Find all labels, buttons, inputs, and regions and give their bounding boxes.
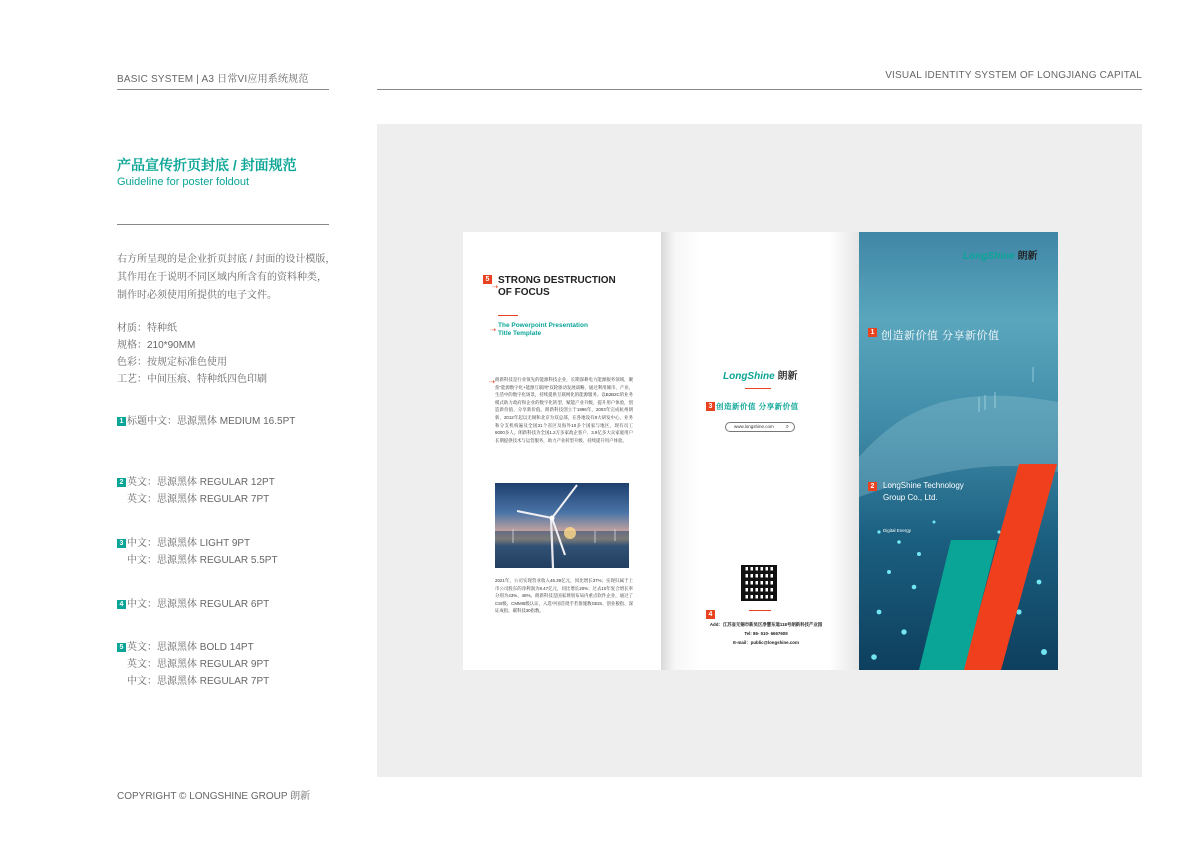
spec-number-badge: 3 — [117, 539, 126, 548]
cover-artwork — [859, 232, 1058, 670]
spec-text: 中文：思源黑体 REGULAR 7PT — [127, 676, 270, 687]
callout-badge-3: 3 — [706, 402, 715, 411]
header-right: VISUAL IDENTITY SYSTEM OF LONGJIANG CAPITAL — [885, 70, 1142, 81]
panel-body-text: 朗新科技是行业领先的能源科技企业，长期深耕电力能源服务领域，聚焦"能源数字化+能源互联网"双轮驱动发展战略，通过利用城市、产业、生活中的数字化场景，持续提供互联网化的能源服务。以B2B2C的业务模式助力政府和企业的数字化转型，赋能产业升级，提升用户体验，创造新价值、分享新价值。朗新科技创立于1996年，2003年完成杭州朗新，2012年起以无锡和北京为双总部，在各地设有8大研发中心，业务和分支机构遍及全国31个省区及海外10多个国家与地区，现有员工6000多人。朗新科技为全国1.2万多家政企客户、3.9亿多大众家庭用户长期提供技术与运营服务，助力产业转型升级、持续提升用户体验。 — [495, 377, 633, 443]
panel-subtitle — [498, 322, 588, 338]
callout-badge-5: 5 — [483, 275, 492, 284]
spec-text: 英文：思源黑体 REGULAR 12PT — [127, 477, 275, 488]
cover-slogan: 创造新价值 分享新价值 — [881, 330, 1000, 342]
description — [117, 251, 337, 305]
spec-text: 英文：思源黑体 BOLD 14PT — [127, 642, 254, 653]
callout-arrow-icon: ⇢ — [490, 327, 496, 334]
wind-turbine-icon — [495, 483, 629, 568]
spec-number-badge: 5 — [117, 643, 126, 652]
brand-logo — [723, 367, 797, 382]
spec-line: 规格：210*90MM — [117, 340, 196, 351]
description-line: 其作用在于说明不同区域内所含有的资料种类， — [117, 272, 327, 283]
spec-row — [117, 474, 275, 491]
panel-rule — [749, 610, 771, 611]
spec-line: 材质：特种纸 — [117, 323, 177, 334]
spec-row — [117, 673, 269, 690]
contact-address: Add：江苏省无锡市新吴区净慧东道118号朗新科技产业园 — [709, 622, 823, 627]
logo-text-en: LongShine — [963, 251, 1015, 262]
company-name-line: Group Co., Ltd. — [883, 493, 938, 502]
callout-badge-1: 1 — [868, 328, 877, 337]
spec-text: 英文：思源黑体 REGULAR 7PT — [127, 494, 270, 505]
website-search-box — [725, 422, 795, 432]
description-line: 制作时必须使用所提供的电子文件。 — [117, 290, 277, 301]
section-title-cn: 产品宣传折页封底 / 封面规范 — [117, 157, 297, 173]
wind-turbine-photo — [495, 483, 629, 568]
heading-line: OF FOCUS — [498, 287, 550, 298]
panel-body-text-2: 2021年，公司实现营业收入46.39亿元，同比增长37%；实现归属于上市公司股东的净利润为8.47亿元，同比增长20%；过去10年复合增长率分别为43%、48%。朗新科技是国家规划布局内重点软件企业，通过了CSI级、CMMI5级认证，入选中国首批手若推施数GEIS、创业板指、深证成指、碳科技30指数。 — [495, 578, 633, 614]
spec-number-badge: 4 — [117, 600, 126, 609]
company-name — [883, 480, 964, 504]
spec-text: 中文：思源黑体 REGULAR 5.5PT — [127, 555, 278, 566]
logo-text-en: LongShine — [723, 371, 775, 382]
spec-row — [117, 639, 269, 656]
spec-group-5 — [117, 639, 269, 690]
cover-tagline: Digital Energy — [883, 528, 912, 533]
subtitle-line: The Powerpoint Presentation — [498, 322, 588, 329]
spec-group-1 — [117, 413, 295, 430]
spec-text: 中文：思源黑体 LIGHT 9PT — [127, 538, 251, 549]
spec-text: 标题中文：思源黑体 MEDIUM 16.5PT — [127, 416, 296, 427]
spec-text: 英文：思源黑体 REGULAR 9PT — [127, 659, 270, 670]
brochure-panel-inside — [463, 232, 661, 670]
panel-rule — [745, 388, 771, 389]
spec-text: 中文：思源黑体 REGULAR 6PT — [127, 599, 270, 610]
spec-group-3 — [117, 535, 278, 569]
brand-logo — [963, 247, 1037, 262]
callout-badge-4: 4 — [706, 610, 715, 619]
header-right-divider — [377, 89, 1142, 90]
spec-row — [117, 552, 278, 569]
spec-number-badge: 2 — [117, 478, 126, 487]
spec-row — [117, 656, 269, 673]
qr-code — [741, 565, 777, 601]
contact-tel: Tel: 86- 510- 6667609 — [744, 631, 788, 636]
spec-group-2 — [117, 474, 275, 508]
logo-text-cn: 朗新 — [1017, 251, 1038, 262]
spec-line: 色彩：按规定标准色使用 — [117, 357, 227, 368]
spec-row — [117, 491, 275, 508]
footer-copyright: COPYRIGHT © LONGSHINE GROUP 朗新 — [117, 791, 311, 802]
callout-badge-2: 2 — [868, 482, 877, 491]
logo-text-cn: 朗新 — [777, 371, 798, 382]
contact-email: E-mail：public@longshine.com — [733, 640, 799, 645]
spec-group-4 — [117, 596, 269, 613]
spec-row — [117, 596, 269, 613]
header-left: BASIC SYSTEM | A3 日常VI应用系统规范 — [117, 74, 309, 85]
website-url: www.longshine.com — [734, 424, 774, 429]
spec-number-badge: 1 — [117, 417, 126, 426]
spec-row — [117, 413, 295, 430]
subtitle-line: Title Template — [498, 330, 542, 337]
description-line: 右方所呈现的是企业折页封底 / 封面的设计模版， — [117, 254, 336, 265]
slogan: 创造新价值 分享新价值 — [716, 402, 799, 411]
spec-line: 工艺：中间压痕、特种纸四色印刷 — [117, 374, 267, 385]
panel-heading — [498, 275, 616, 299]
brochure-panel-back — [661, 232, 859, 670]
spec-row — [117, 535, 278, 552]
brochure-panel-cover — [859, 232, 1058, 670]
header-left-divider — [117, 89, 329, 90]
search-icon: ⌕ — [785, 424, 789, 430]
panel-rule — [498, 315, 518, 316]
section-divider — [117, 224, 329, 225]
heading-line: STRONG DESTRUCTION — [498, 275, 616, 286]
material-specs — [117, 320, 267, 388]
callout-arrow-icon: ⇢ — [492, 284, 498, 291]
company-name-line: LongShine Technology — [883, 481, 964, 490]
section-title-en: Guideline for poster foldout — [117, 176, 250, 188]
callout-arrow-icon: ⇢ — [489, 379, 495, 386]
contact-info — [701, 620, 831, 647]
